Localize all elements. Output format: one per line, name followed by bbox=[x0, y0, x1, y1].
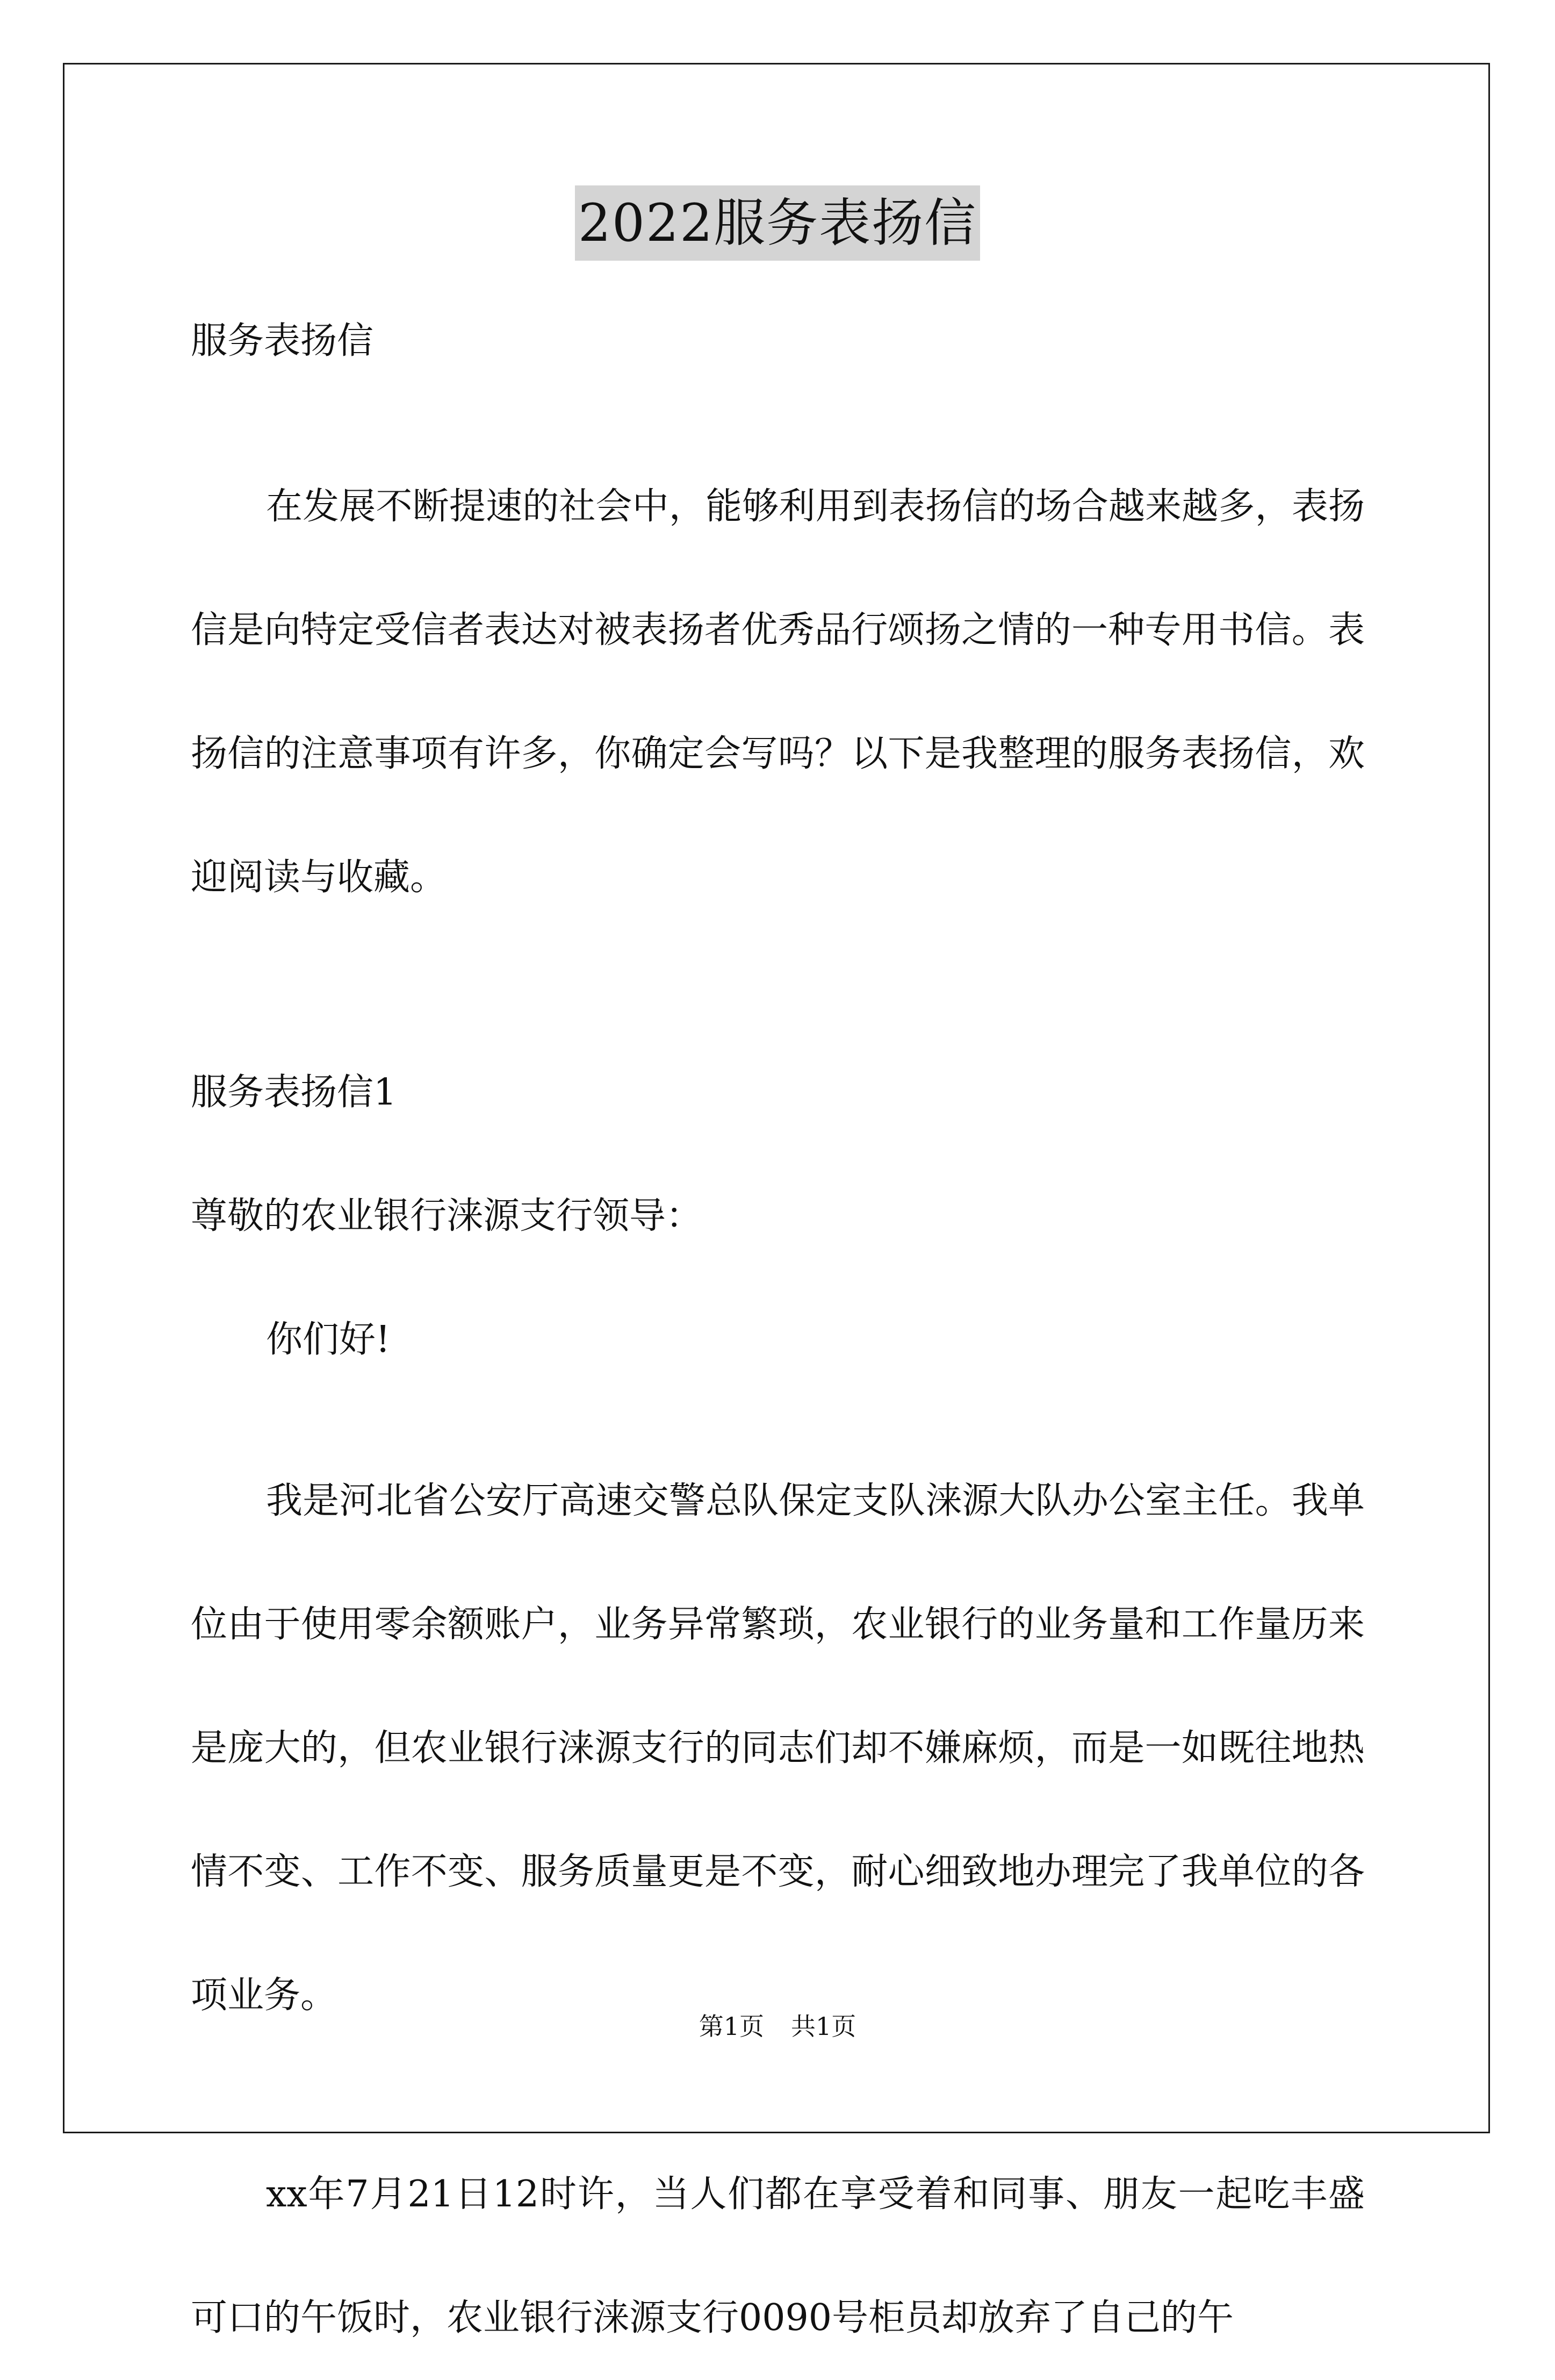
subtitle: 服务表扬信 bbox=[191, 320, 374, 362]
page-total: 共1页 bbox=[791, 2012, 856, 2041]
document-title: 2022服务表扬信 bbox=[575, 185, 980, 261]
document-body bbox=[191, 317, 1365, 2380]
section-title: 服务表扬信1 bbox=[191, 1071, 397, 1114]
body-paragraph-2: xx年7月21日12时许，当人们都在享受着和同事、朋友一起吃丰盛可口的午饭时，农业银行涞源支行0090号柜员却放弃了自己的午 bbox=[191, 2173, 1365, 2339]
title-container bbox=[0, 185, 1555, 261]
body-paragraph-1: 我是河北省公安厅高速交警总队保定支队涞源大队办公室主任。我单位由于使用零余额账户，业务异常繁琐，农业银行的业务量和工作量历来是庞大的，但农业银行涞源支行的同志们却不嫌麻烦，而是一如既往地热情不变、工作不变、服务质量更是不变，耐心细致地办理完了我单位的各项业务。 bbox=[191, 1480, 1365, 2017]
page-number: 第1页 bbox=[699, 2012, 764, 2041]
page-footer bbox=[0, 2010, 1555, 2042]
greeting: 你们好! bbox=[266, 1318, 391, 1361]
intro-paragraph: 在发展不断提速的社会中，能够利用到表扬信的场合越来越多，表扬信是向特定受信者表达对被表扬者优秀品行颂扬之情的一种专用书信。表扬信的注意事项有许多，你确定会写吗？以下是我整理的服务表扬信，欢迎阅读与收藏。 bbox=[191, 485, 1365, 899]
salutation: 尊敬的农业银行涞源支行领导： bbox=[191, 1195, 703, 1237]
